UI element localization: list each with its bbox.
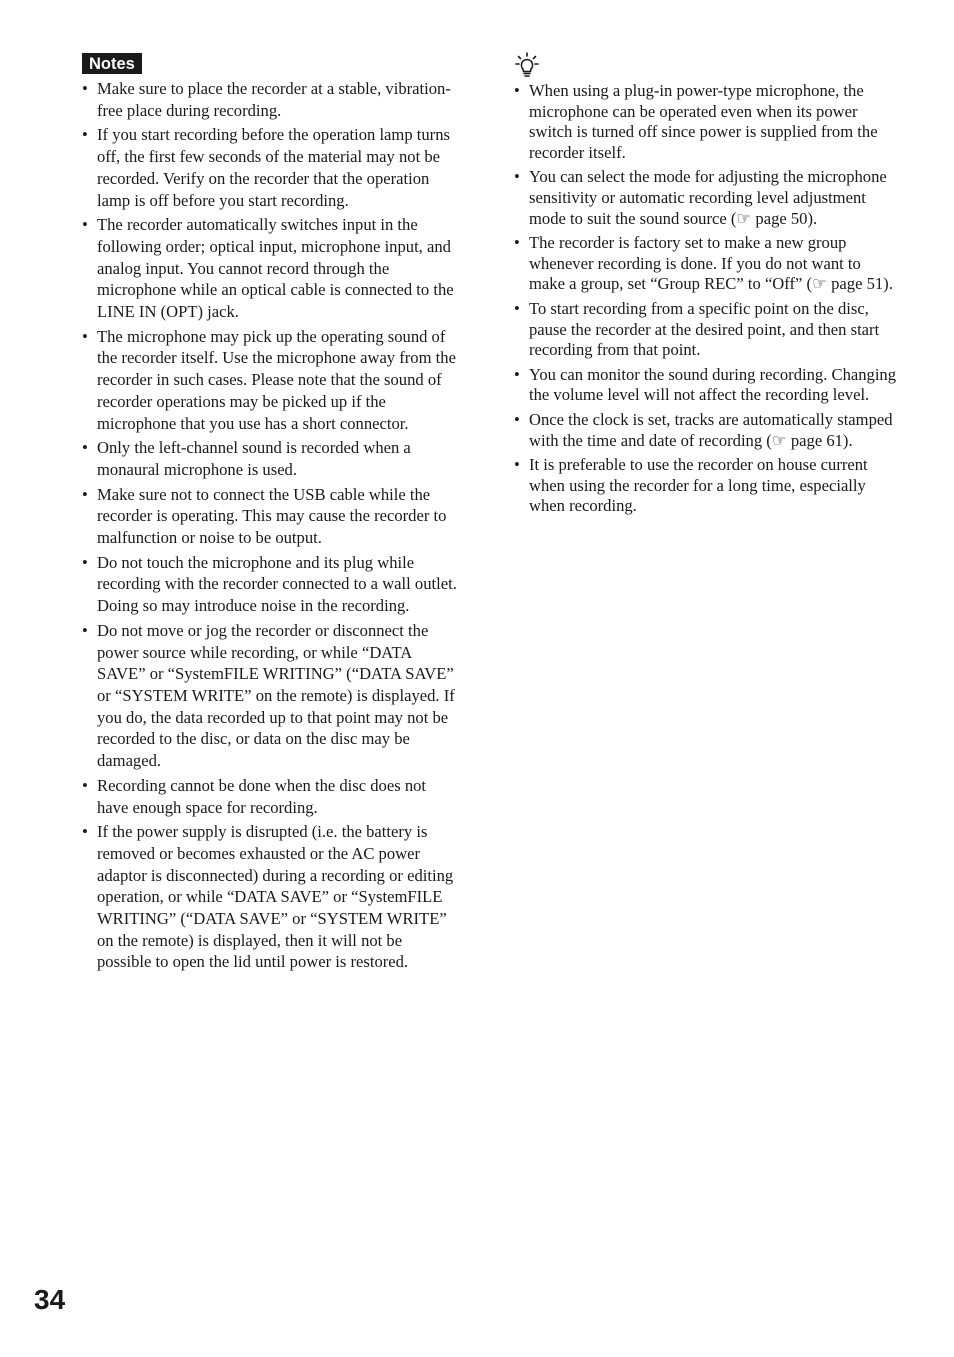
list-item — [514, 233, 898, 295]
list-item — [82, 821, 460, 973]
bullet: • — [514, 409, 520, 429]
list-item — [82, 78, 460, 121]
tips-list — [514, 81, 898, 517]
bullet: • — [82, 775, 88, 795]
list-item-text: When using a plug-in power-type microphone, the microphone can be operated even when its power switch is turned off since power is supplied from the recorder itself. — [529, 81, 878, 162]
list-item-text: Recording cannot be done when the disc does not have enough space for recording. — [97, 775, 427, 817]
list-item — [514, 365, 898, 406]
list-item-text: The recorder automatically switches input in the following order; optical input, microphone input, and analog input. You cannot record through the microphone while an optical cable is connected to the LINE IN (OPT) jack. — [97, 215, 454, 322]
list-item-text: Once the clock is set, tracks are automatically stamped with the time and date of recording (☞ page 61). — [529, 409, 893, 450]
list-item — [82, 326, 460, 435]
bullet: • — [82, 326, 88, 346]
list-item — [514, 167, 898, 229]
bullet: • — [82, 79, 88, 98]
bullet: • — [514, 81, 520, 100]
bullet: • — [514, 298, 520, 318]
list-item-text: To start recording from a specific point on the disc, pause the recorder at the desired point, and then start recording from that point. — [529, 298, 880, 360]
lightbulb-tip-icon — [515, 52, 539, 78]
list-item — [514, 299, 898, 361]
list-item — [82, 552, 460, 617]
list-item — [82, 775, 460, 818]
bullet: • — [514, 364, 520, 384]
list-item-text: Only the left-channel sound is recorded when a monaural microphone is used. — [97, 438, 411, 479]
bullet: • — [82, 125, 88, 145]
bullet: • — [514, 455, 520, 475]
list-item — [514, 455, 898, 517]
bullet: • — [82, 438, 88, 458]
tips-column — [514, 52, 898, 521]
bullet: • — [82, 822, 88, 842]
list-item — [82, 214, 460, 323]
list-item-text: You can select the mode for adjusting the microphone sensitivity or automatic recording level adjustment mode to suit the sound source (☞ page 50). — [529, 167, 887, 228]
list-item-text: The microphone may pick up the operating sound of the recorder itself. Use the microphone away from the recorder in such cases. Please note that the sound of recorder operations may be picked up if the microphone that you use has a short connector. — [97, 326, 456, 433]
notes-heading: Notes — [82, 53, 142, 74]
notes-list — [82, 78, 460, 973]
list-item-text: Do not touch the microphone and its plug while recording with the recorder connected to a wall outlet. Doing so may introduce noise in the recording. — [97, 552, 457, 616]
list-item — [82, 484, 460, 549]
bullet: • — [82, 552, 88, 572]
page-number: 34 — [34, 1284, 66, 1315]
bullet: • — [82, 484, 88, 504]
list-item-text: You can monitor the sound during recording. Changing the volume level will not affect the recording level. — [529, 364, 897, 405]
list-item-text: If you start recording before the operation lamp turns off, the first few seconds of the material may not be recorded. Verify on the recorder that the operation lamp is off before you start recording. — [97, 125, 450, 210]
list-item-text: Make sure to place the recorder at a stable, vibration-free place during recording. — [97, 79, 451, 120]
list-item — [514, 81, 898, 163]
list-item — [514, 410, 898, 451]
list-item — [82, 124, 460, 211]
notes-column — [82, 52, 460, 976]
list-item — [82, 437, 460, 480]
bullet: • — [514, 167, 520, 187]
list-item-text: Do not move or jog the recorder or disconnect the power source while recording, or while “DATA SAVE” or “SystemFILE WRITING” (“DATA SAVE” or “SYSTEM WRITE” on the remote) is displayed. If you do, the data recorded up to that point may not be recorded to the disc, or data on the disc may be damaged. — [97, 620, 455, 771]
list-item-text: If the power supply is disrupted (i.e. the battery is removed or becomes exhausted or the AC power adaptor is disconnected) during a recording or editing operation, or while “DATA SAVE” or “SystemFILE WRITING” (“DATA SAVE” or “SYSTEM WRITE” on the remote) is displayed, then it will not be possible to open the lid until power is restored. — [97, 822, 454, 972]
list-item-text: It is preferable to use the recorder on house current when using the recorder for a long time, especially when recording. — [529, 455, 868, 516]
list-item-text: Make sure not to connect the USB cable while the recorder is operating. This may cause the recorder to malfunction or noise to be output. — [97, 484, 447, 548]
list-item — [82, 620, 460, 772]
bullet: • — [82, 215, 88, 235]
list-item-text: The recorder is factory set to make a new group whenever recording is done. If you do not want to make a group, set “Group REC” to “Off” (☞ page 51). — [529, 233, 893, 294]
bullet: • — [82, 620, 88, 640]
bullet: • — [514, 233, 520, 253]
